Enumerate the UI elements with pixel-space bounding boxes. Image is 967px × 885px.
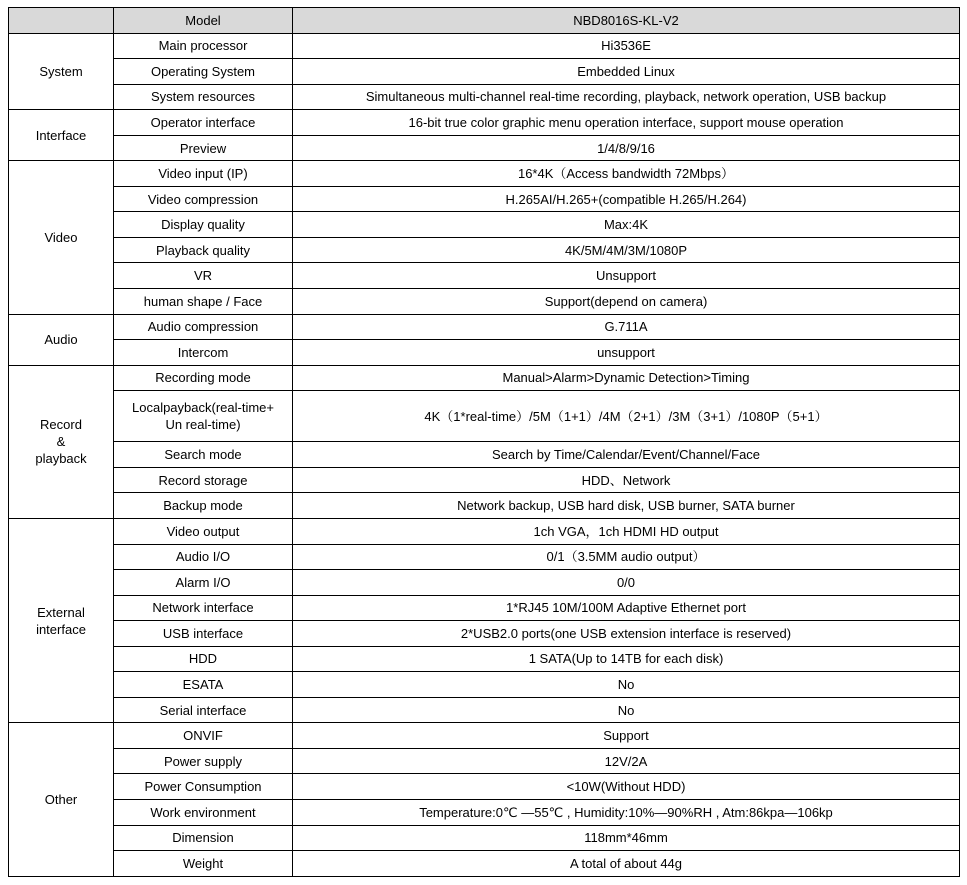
table-row	[9, 237, 960, 263]
spec-table	[8, 7, 960, 877]
spec-value: No	[293, 672, 960, 698]
spec-label: Work environment	[114, 799, 293, 825]
spec-value: G.711A	[293, 314, 960, 340]
spec-label: Operating System	[114, 59, 293, 85]
table-row	[9, 697, 960, 723]
group-name-cell	[9, 314, 114, 365]
spec-label-line: Localpayback(real-time+	[132, 400, 274, 416]
spec-label: Video output	[114, 518, 293, 544]
table-row	[9, 212, 960, 238]
table-row	[9, 493, 960, 519]
spec-label: Audio I/O	[114, 544, 293, 570]
spec-label: Record storage	[114, 467, 293, 493]
spec-label: Operator interface	[114, 110, 293, 136]
spec-value: 0/0	[293, 570, 960, 596]
table-row	[9, 289, 960, 315]
group-name-line: Audio	[44, 332, 78, 348]
spec-value: 118mm*46mm	[293, 825, 960, 851]
group-name-cell	[9, 161, 114, 314]
spec-label: Video compression	[114, 186, 293, 212]
spec-value: 12V/2A	[293, 748, 960, 774]
group-name-line: Video	[44, 229, 78, 245]
table-row	[9, 110, 960, 136]
group-name-line: interface	[36, 621, 86, 637]
spec-label: ONVIF	[114, 723, 293, 749]
spec-value: A total of about 44g	[293, 851, 960, 877]
table-row	[9, 135, 960, 161]
spec-label: Search mode	[114, 442, 293, 468]
table-row	[9, 825, 960, 851]
table-row	[9, 84, 960, 110]
table-row	[9, 570, 960, 596]
group-name-line: Other	[44, 792, 78, 808]
table-row	[9, 186, 960, 212]
table-row	[9, 59, 960, 85]
table-row	[9, 340, 960, 366]
spec-value: Temperature:0℃ —55℃ , Humidity:10%—90%RH , Atm:86kpa—106kp	[293, 799, 960, 825]
spec-label: Dimension	[114, 825, 293, 851]
spec-value: Support(depend on camera)	[293, 289, 960, 315]
spec-label: Audio compression	[114, 314, 293, 340]
group-name-line: Record	[40, 417, 82, 433]
table-header-row	[9, 8, 960, 34]
spec-label: Power supply	[114, 748, 293, 774]
spec-value: 16-bit true color graphic menu operation interface, support mouse operation	[293, 110, 960, 136]
table-row	[9, 467, 960, 493]
table-row	[9, 365, 960, 391]
spec-value: 2*USB2.0 ports(one USB extension interface is reserved)	[293, 621, 960, 647]
spec-label: Backup mode	[114, 493, 293, 519]
table-row	[9, 799, 960, 825]
spec-value: Hi3536E	[293, 33, 960, 59]
spec-label: Serial interface	[114, 697, 293, 723]
table-row	[9, 518, 960, 544]
spec-value: Simultaneous multi-channel real-time recording, playback, network operation, USB backup	[293, 84, 960, 110]
group-name-cell	[9, 723, 114, 877]
spec-label: Intercom	[114, 340, 293, 366]
spec-label: VR	[114, 263, 293, 289]
table-row	[9, 774, 960, 800]
header-label: Model	[114, 8, 293, 34]
spec-value: 1ch VGA，1ch HDMI HD output	[293, 518, 960, 544]
spec-value: Max:4K	[293, 212, 960, 238]
spec-value: Search by Time/Calendar/Event/Channel/Face	[293, 442, 960, 468]
spec-value: 0/1（3.5MM audio output）	[293, 544, 960, 570]
spec-label: Playback quality	[114, 237, 293, 263]
spec-label: System resources	[114, 84, 293, 110]
spec-label	[114, 391, 293, 442]
table-row	[9, 748, 960, 774]
group-name-line: &	[56, 434, 66, 450]
spec-value: No	[293, 697, 960, 723]
table-row	[9, 621, 960, 647]
spec-value: 1/4/8/9/16	[293, 135, 960, 161]
spec-label: Power Consumption	[114, 774, 293, 800]
header-value: NBD8016S-KL-V2	[293, 8, 960, 34]
spec-value: 1 SATA(Up to 14TB for each disk)	[293, 646, 960, 672]
group-name-cell	[9, 33, 114, 110]
spec-table-body	[9, 8, 960, 877]
spec-label: Video input (IP)	[114, 161, 293, 187]
spec-label: Display quality	[114, 212, 293, 238]
spec-label: Network interface	[114, 595, 293, 621]
spec-label: Main processor	[114, 33, 293, 59]
group-name-cell	[9, 365, 114, 518]
spec-label: Alarm I/O	[114, 570, 293, 596]
table-row	[9, 314, 960, 340]
group-name-line: playback	[35, 451, 87, 467]
group-name-cell	[9, 110, 114, 161]
spec-value: Embedded Linux	[293, 59, 960, 85]
spec-label: human shape / Face	[114, 289, 293, 315]
spec-value: Manual>Alarm>Dynamic Detection>Timing	[293, 365, 960, 391]
table-row	[9, 544, 960, 570]
table-row	[9, 672, 960, 698]
table-row	[9, 595, 960, 621]
spec-label: Weight	[114, 851, 293, 877]
spec-label: USB interface	[114, 621, 293, 647]
spec-value: HDD、Network	[293, 467, 960, 493]
spec-value: 1*RJ45 10M/100M Adaptive Ethernet port	[293, 595, 960, 621]
spec-label: Preview	[114, 135, 293, 161]
table-row	[9, 33, 960, 59]
spec-value: Network backup, USB hard disk, USB burner, SATA burner	[293, 493, 960, 519]
empty-header-cell	[9, 8, 114, 34]
table-row	[9, 391, 960, 442]
spec-label: Recording mode	[114, 365, 293, 391]
table-row	[9, 263, 960, 289]
table-row	[9, 442, 960, 468]
spec-value: 4K（1*real-time）/5M（1+1）/4M（2+1）/3M（3+1）/1080P（5+1）	[293, 391, 960, 442]
group-name-line: External	[37, 604, 85, 620]
spec-value: Unsupport	[293, 263, 960, 289]
spec-value: 16*4K（Access bandwidth 72Mbps）	[293, 161, 960, 187]
spec-label-line: Un real-time)	[165, 417, 241, 433]
spec-value: <10W(Without HDD)	[293, 774, 960, 800]
spec-label: ESATA	[114, 672, 293, 698]
spec-value: Support	[293, 723, 960, 749]
table-row	[9, 646, 960, 672]
table-row	[9, 851, 960, 877]
spec-value: 4K/5M/4M/3M/1080P	[293, 237, 960, 263]
spec-label: HDD	[114, 646, 293, 672]
spec-value: unsupport	[293, 340, 960, 366]
spec-value: H.265AI/H.265+(compatible H.265/H.264)	[293, 186, 960, 212]
table-row	[9, 161, 960, 187]
group-name-cell	[9, 518, 114, 722]
group-name-line: Interface	[35, 127, 87, 143]
table-row	[9, 723, 960, 749]
group-name-line: System	[39, 63, 83, 79]
